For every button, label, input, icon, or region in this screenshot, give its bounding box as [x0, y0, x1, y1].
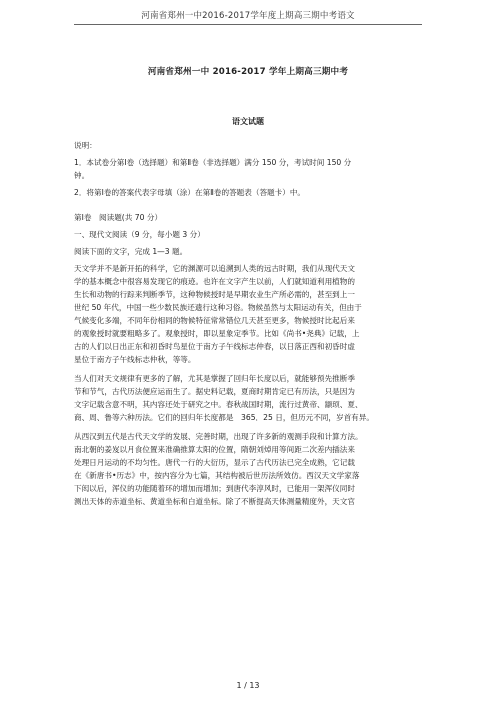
paragraph-line: 学的基本概念中很容易发现它的痕迹。也许在文字产生以前，人们就知道利用植物的	[74, 277, 355, 286]
paragraph-line: 节和节气，古代历法便应运而生了。据史料记载，夏商时期肯定已有历法，只是因为	[74, 387, 355, 396]
paragraph-3	[74, 430, 422, 508]
paragraph-line: 古的人们以日出正东和初昏时鸟星位于南方子午线标志仲春，以日落正西和初昏时虚	[74, 342, 355, 351]
running-header: 河南省郑州一中2016-2017学年度上期高三期中考语文	[141, 11, 355, 21]
instruction-1-line-1: 1．本试卷分第Ⅰ卷（选择题）和第Ⅱ卷（非选择题）满分 150 分，考试时间 150 分	[74, 158, 352, 167]
paragraph-line: 测出天体的赤道坐标、黄道坐标和白道坐标。除了不断提高天体测量精度外，天文官	[74, 497, 355, 506]
section-heading: 第Ⅰ卷 阅读题(共 70 分）	[74, 213, 163, 222]
paragraph-line: 生长和动物的行踪来判断季节，这种物候授时是早期农业生产所必需的，甚至到上一	[74, 290, 355, 299]
part-heading: 一、现代文阅读（9 分，每小题 3 分）	[74, 230, 205, 239]
header-divider	[74, 24, 422, 25]
paragraph-line: 天文学并不是新开拓的科学，它的渊源可以追溯到人类的远古时期，我们从现代天文	[74, 264, 355, 273]
page-number: 1 / 13	[236, 681, 260, 690]
document-body	[74, 66, 422, 514]
paragraph-line: 的观象授时就要粗略多了。观象授时，即以星象定季节。比如《尚书•尧典》记载，上	[74, 329, 360, 338]
paragraph-line: 文字记载含意不明，其内容还处于研究之中。春秋战国时期，流行过黄帝、颛顼、夏、	[74, 400, 363, 409]
paragraph-line: 当人们对天文规律有更多的了解，尤其是掌握了回归年长度以后，就能够预先推断季	[74, 374, 355, 383]
paragraph-2	[74, 372, 422, 424]
paragraph-line: 星位于南方子午线标志仲秋，等等。	[74, 355, 196, 364]
paragraph-line: 气候变化多端，不同年份相同的物候特征常常错位几天甚至更多，物候授时比起后来	[74, 316, 355, 325]
instruction-2: 2．将第Ⅰ卷的答案代表字母填（涂）在第Ⅱ卷的答题表（答题卡）中。	[74, 188, 306, 197]
paragraph-line: 下闳以后，浑仪的功能随着环的增加而增加；到唐代李淳风时，已能用一架浑仪同时	[74, 484, 355, 493]
paragraph-line: 世纪 50 年代，中国一些少数民族还遗行这种习俗。物候虽然与太阳运动有关，但由于	[74, 303, 362, 312]
paragraph-line: 南北朝的姜岌以月食位置来准确推算太阳的位置，隋朝刘焯用等间距二次差内插法来	[74, 445, 355, 454]
paragraph-line: 处理日月运动的不均匀性。唐代一行的大衍历，显示了古代历法已完全成熟，它记载	[74, 458, 355, 467]
paragraph-line: 在《新唐书•历志》中，按内容分为七篇，其结构被后世历法所效仿。西汉天文学家落	[74, 471, 360, 480]
instructions-label: 说明：	[74, 141, 97, 150]
paragraph-1	[74, 262, 422, 366]
task-instruction: 阅读下面的文字，完成 1—3 题。	[74, 247, 188, 256]
document-title: 河南省郑州一中 2016-2017 学年上期高三期中考	[147, 67, 349, 77]
paragraph-line: 从西汉到五代是古代天文学的发展、完善时期，出现了许多新的观测手段和计算方法。	[74, 432, 363, 441]
instruction-1-line-2: 钟。	[74, 171, 90, 180]
document-subtitle: 语文试题	[232, 117, 264, 126]
paragraph-line: 商、周、鲁等六种历法。它们的回归年长度都是 365．25 日，但历元不同，岁首有异。	[74, 413, 374, 422]
